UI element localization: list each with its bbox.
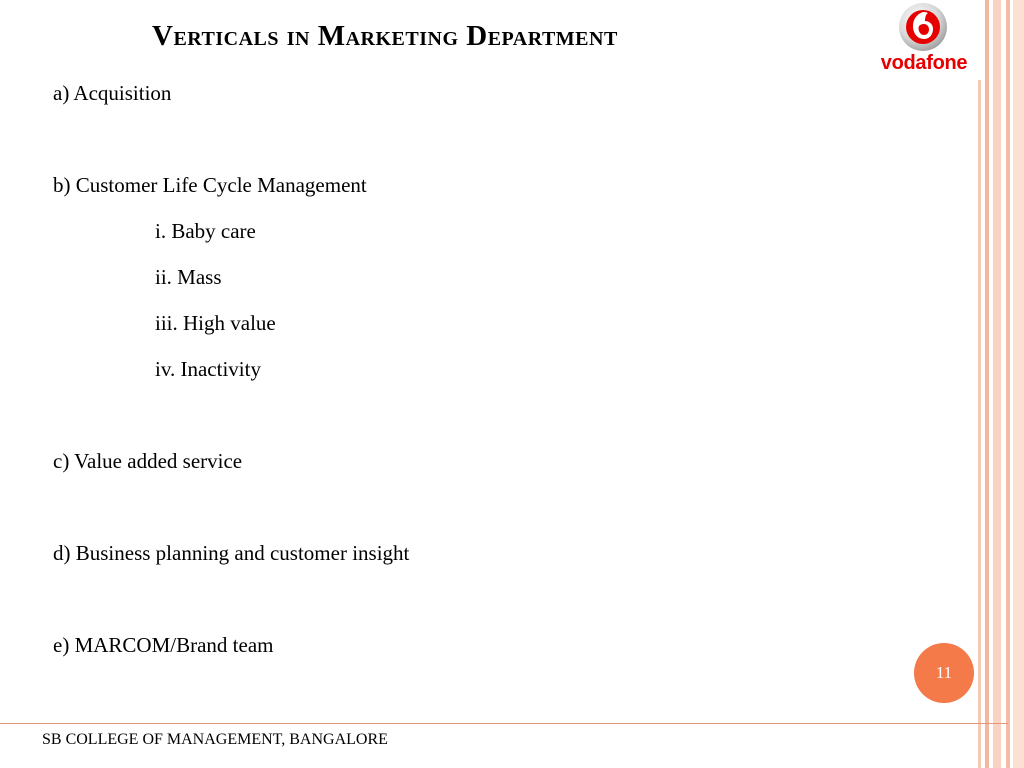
decorative-stripe (978, 0, 981, 768)
list-item: b) Customer Life Cycle Management (53, 173, 367, 197)
list-subitem: iii. High value (155, 311, 276, 335)
decorative-stripe (1006, 0, 1010, 768)
decorative-stripe (985, 0, 989, 768)
list-subitem: ii. Mass (155, 265, 222, 289)
list-item: e) MARCOM/Brand team (53, 633, 274, 657)
list-item: d) Business planning and customer insight (53, 541, 410, 565)
vodafone-logo (862, 0, 984, 80)
vodafone-wordmark: vodafone (880, 52, 968, 74)
vodafone-speechmark-icon (897, 2, 949, 52)
page-number-badge: 11 (914, 643, 974, 703)
list-subitem: iv. Inactivity (155, 357, 261, 381)
list-item: c) Value added service (53, 449, 243, 473)
footer-text: SB COLLEGE OF MANAGEMENT, BANGALORE (42, 731, 388, 748)
decorative-stripe (1013, 0, 1024, 768)
list-subitem: i. Baby care (155, 219, 256, 243)
decorative-stripe (993, 0, 1001, 768)
slide-title: Verticals in Marketing Department (152, 20, 618, 52)
list-item: a) Acquisition (53, 81, 172, 105)
footer-divider (0, 723, 1008, 724)
